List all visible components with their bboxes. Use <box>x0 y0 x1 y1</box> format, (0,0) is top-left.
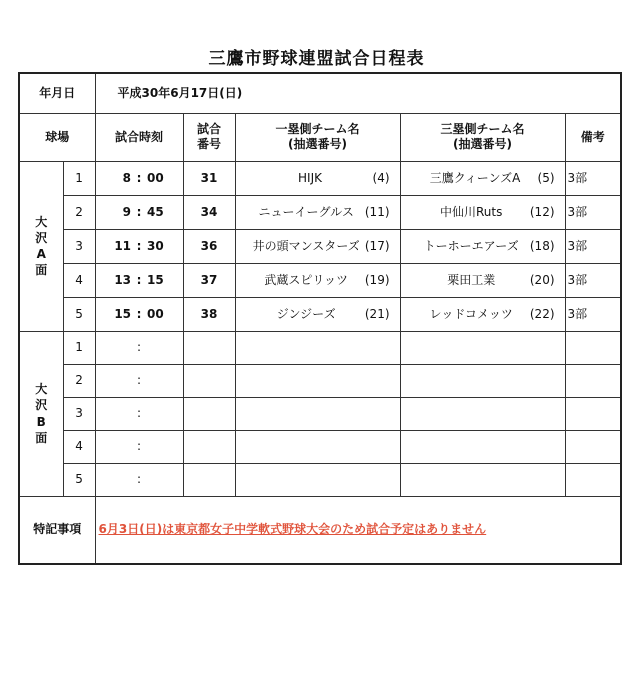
remarks-cell: 3部 <box>565 195 621 229</box>
third-base-team <box>400 297 565 331</box>
schedule-table <box>18 72 622 565</box>
venue-a-label <box>19 161 63 331</box>
draw-number: (18) <box>529 238 555 253</box>
venue-a-char: 面 <box>35 263 48 278</box>
header-match-no-line2: 番号 <box>197 137 222 151</box>
match-time <box>95 195 183 229</box>
third-base-team <box>400 397 565 430</box>
first-base-team <box>235 263 400 297</box>
time-hour: 9 <box>122 204 132 219</box>
match-time <box>95 161 183 195</box>
date-value: 平成30年6月17日(日) <box>95 73 621 113</box>
match-time <box>95 229 183 263</box>
draw-number: (21) <box>364 306 390 321</box>
table-row <box>19 263 621 297</box>
table-row <box>19 161 621 195</box>
table-row <box>19 195 621 229</box>
first-base-team <box>235 364 400 397</box>
remarks-cell <box>565 397 621 430</box>
time-minute: 15 <box>147 272 164 287</box>
table-row <box>19 229 621 263</box>
first-base-team <box>235 331 400 364</box>
first-base-team <box>235 229 400 263</box>
first-base-team <box>235 161 400 195</box>
header-first-base-line2: (抽選番号) <box>288 137 347 151</box>
table-row <box>19 463 621 496</box>
row-number: 3 <box>63 397 95 430</box>
draw-number: (11) <box>364 204 390 219</box>
row-number: 5 <box>63 463 95 496</box>
remarks-cell: 3部 <box>565 229 621 263</box>
draw-number: (22) <box>529 306 555 321</box>
remarks-cell <box>565 463 621 496</box>
match-time <box>95 297 183 331</box>
match-time: : <box>95 463 183 496</box>
match-time: : <box>95 397 183 430</box>
match-number: 38 <box>183 297 235 331</box>
time-minute: 00 <box>147 306 164 321</box>
time-hour: 8 <box>122 170 132 185</box>
third-base-team <box>400 195 565 229</box>
team-name: HIJK <box>298 170 322 185</box>
header-row <box>19 113 621 161</box>
third-base-team <box>400 331 565 364</box>
notes-text: 6月3日(日)は東京都女子中学軟式野球大会のため試合予定はありません <box>95 496 621 564</box>
draw-number: (19) <box>364 272 390 287</box>
third-base-team <box>400 364 565 397</box>
team-name: ニューイーグルス <box>258 204 354 219</box>
table-row <box>19 430 621 463</box>
draw-number: (20) <box>529 272 555 287</box>
time-colon: : <box>136 204 142 219</box>
table-row <box>19 331 621 364</box>
row-number: 5 <box>63 297 95 331</box>
time-hour: 13 <box>114 272 132 287</box>
table-row <box>19 397 621 430</box>
time-colon: : <box>136 238 142 253</box>
venue-b-label <box>19 331 63 496</box>
match-number: 34 <box>183 195 235 229</box>
header-third-base-line2: (抽選番号) <box>453 137 512 151</box>
team-name: 武蔵スピリッツ <box>264 272 348 287</box>
draw-number: (17) <box>364 238 390 253</box>
time-minute: 45 <box>147 204 164 219</box>
team-name: 三鷹クィーンズA <box>429 170 521 185</box>
remarks-cell: 3部 <box>565 263 621 297</box>
first-base-team <box>235 430 400 463</box>
venue-a-char: 沢 <box>35 230 48 245</box>
third-base-team <box>400 263 565 297</box>
time-colon: : <box>136 170 142 185</box>
draw-number: (4) <box>372 170 390 185</box>
time-colon: : <box>136 272 142 287</box>
notes-label: 特記事項 <box>19 496 95 564</box>
venue-b-char: B <box>36 414 46 429</box>
first-base-team <box>235 397 400 430</box>
venue-b-char: 面 <box>35 430 48 445</box>
row-number: 4 <box>63 430 95 463</box>
team-name: 中仙川Ruts <box>440 204 503 219</box>
match-number <box>183 397 235 430</box>
match-time: : <box>95 331 183 364</box>
remarks-cell <box>565 331 621 364</box>
header-time: 試合時刻 <box>95 113 183 161</box>
page-title: 三鷹市野球連盟試合日程表 <box>208 49 425 69</box>
match-time: : <box>95 364 183 397</box>
remarks-cell <box>565 364 621 397</box>
header-third-base-line1: 三塁側チーム名 <box>440 122 525 136</box>
remarks-cell <box>565 430 621 463</box>
match-number: 37 <box>183 263 235 297</box>
match-number <box>183 430 235 463</box>
header-first-base-line1: 一塁側チーム名 <box>275 122 360 136</box>
match-number: 36 <box>183 229 235 263</box>
time-hour: 15 <box>114 306 132 321</box>
match-time: : <box>95 430 183 463</box>
match-number <box>183 463 235 496</box>
row-number: 1 <box>63 161 95 195</box>
venue-a-char: 大 <box>35 214 48 229</box>
venue-b-char: 沢 <box>35 398 48 413</box>
remarks-cell: 3部 <box>565 297 621 331</box>
header-third-base <box>400 113 565 161</box>
row-number: 2 <box>63 195 95 229</box>
row-number: 2 <box>63 364 95 397</box>
draw-number: (12) <box>529 204 555 219</box>
first-base-team <box>235 463 400 496</box>
third-base-team <box>400 430 565 463</box>
notes-row <box>19 496 621 564</box>
time-colon: : <box>136 306 142 321</box>
team-name: レッドコメッツ <box>429 306 513 321</box>
match-number: 31 <box>183 161 235 195</box>
row-number: 3 <box>63 229 95 263</box>
time-minute: 00 <box>147 170 164 185</box>
header-remarks: 備考 <box>565 113 621 161</box>
match-time <box>95 263 183 297</box>
row-number: 1 <box>63 331 95 364</box>
row-number: 4 <box>63 263 95 297</box>
match-number <box>183 364 235 397</box>
time-minute: 30 <box>147 238 164 253</box>
first-base-team <box>235 297 400 331</box>
table-row <box>19 297 621 331</box>
match-number <box>183 331 235 364</box>
header-match-no <box>183 113 235 161</box>
date-row <box>19 73 621 113</box>
first-base-team <box>235 195 400 229</box>
time-hour: 11 <box>114 238 132 253</box>
third-base-team <box>400 161 565 195</box>
team-name: 栗田工業 <box>447 272 496 287</box>
draw-number: (5) <box>537 170 555 185</box>
third-base-team <box>400 463 565 496</box>
venue-b-char: 大 <box>35 382 48 397</box>
team-name: トーホーエアーズ <box>423 238 519 253</box>
third-base-team <box>400 229 565 263</box>
venue-a-char: A <box>36 247 46 261</box>
date-label: 年月日 <box>19 73 95 113</box>
header-venue: 球場 <box>19 113 95 161</box>
team-name: ジンジーズ <box>276 306 336 321</box>
header-first-base <box>235 113 400 161</box>
table-row <box>19 364 621 397</box>
remarks-cell: 3部 <box>565 161 621 195</box>
team-name: 井の頭マンスターズ <box>252 238 360 253</box>
header-match-no-line1: 試合 <box>197 122 222 136</box>
